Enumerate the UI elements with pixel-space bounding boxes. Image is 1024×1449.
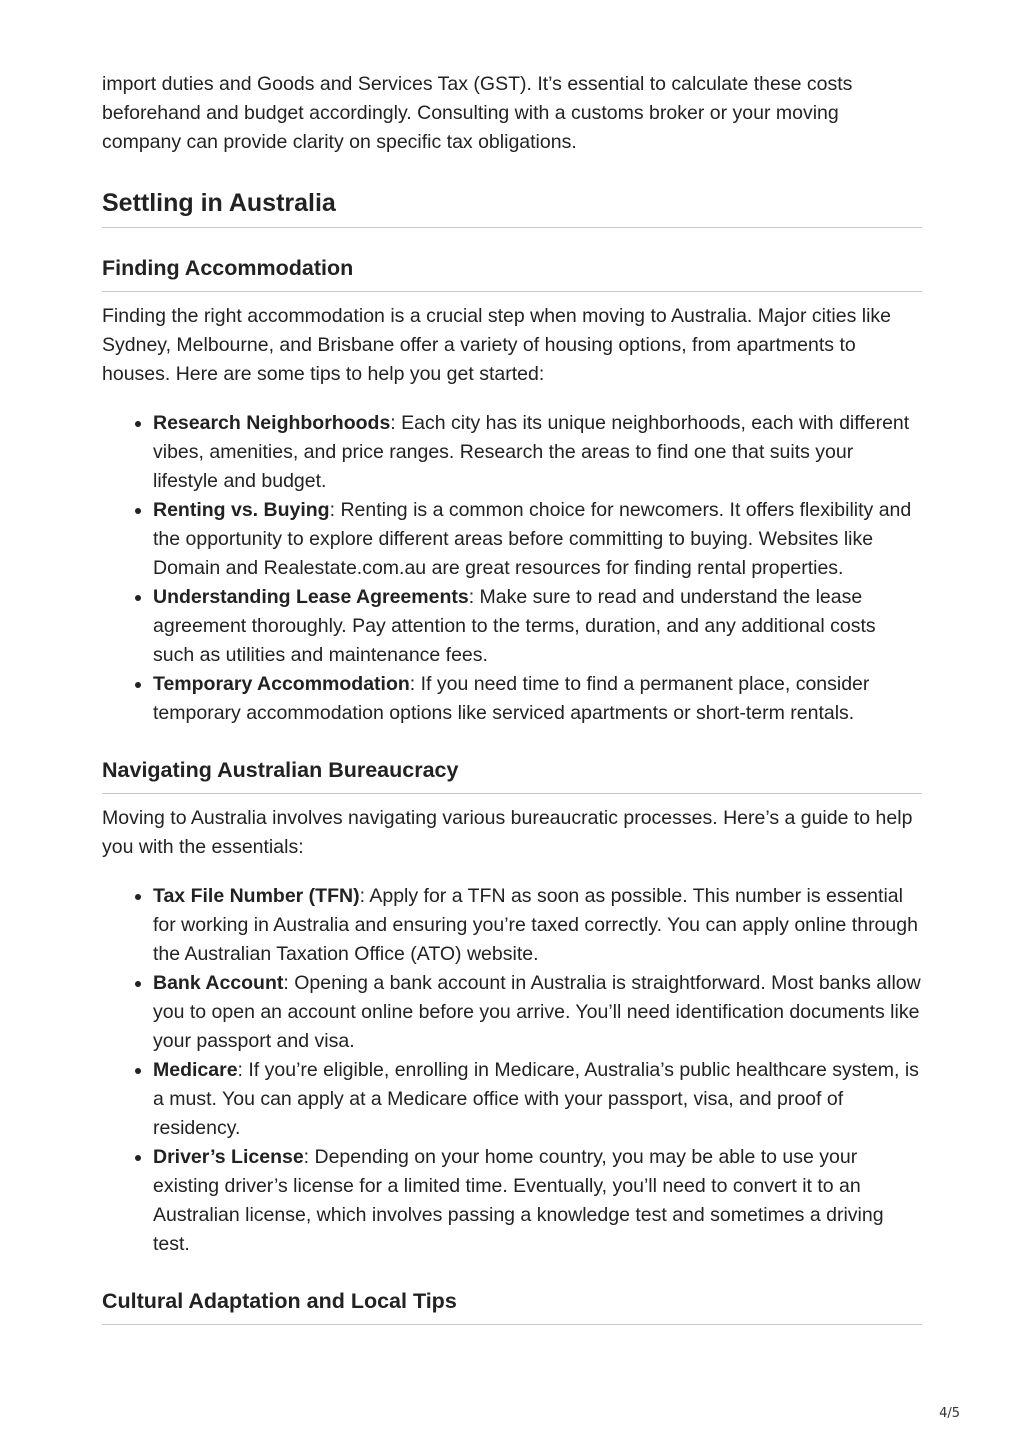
list-item	[153, 1143, 922, 1259]
list-item	[153, 882, 922, 969]
list-item-text: : Apply for a TFN as soon as possible. This number is essential for working in Australia and ensuring you’re taxed correctly. You can apply online through the Australian Taxation Office (ATO) website.	[153, 885, 918, 965]
list-item	[153, 1056, 922, 1143]
document-page	[102, 70, 922, 1335]
list-item-term: Research Neighborhoods	[153, 412, 391, 434]
section-heading-settling: Settling in Australia	[102, 187, 922, 228]
page-number: 4/5	[939, 1406, 960, 1421]
list-item-term: Tax File Number (TFN)	[153, 885, 360, 907]
subheading-navigating-bureaucracy: Navigating Australian Bureaucracy	[102, 756, 922, 794]
list-item-text: : Each city has its unique neighborhoods, each with different vibes, amenities, and price ranges. Research the areas to find one that suits your lifestyle and budget.	[153, 412, 910, 492]
subheading-wrap-bureaucracy	[102, 756, 922, 794]
subheading-cultural-adaptation: Cultural Adaptation and Local Tips	[102, 1287, 922, 1325]
accommodation-tips-list	[102, 409, 922, 728]
list-item-term: Renting vs. Buying	[153, 499, 330, 521]
section-heading-wrap	[102, 187, 922, 228]
list-item-text: : Depending on your home country, you may be able to use your existing driver’s license for a limited time. Eventually, you’ll need to convert it to an Australian license, which involves passing a knowledge test and sometimes a driving test.	[153, 1146, 884, 1255]
subheading-finding-accommodation: Finding Accommodation	[102, 254, 922, 292]
list-item	[153, 969, 922, 1056]
list-item-term: Understanding Lease Agreements	[153, 586, 469, 608]
list-item	[153, 670, 922, 728]
list-item-text: : Renting is a common choice for newcomers. It offers flexibility and the opportunity to explore different areas before committing to buying. Websites like Domain and Realestate.com.au are great resources for finding rental properties.	[153, 499, 912, 579]
list-item	[153, 583, 922, 670]
list-item-term: Medicare	[153, 1059, 238, 1081]
list-item-text: : If you’re eligible, enrolling in Medicare, Australia’s public healthcare system, is a must. You can apply at a Medicare office with your passport, visa, and proof of residency.	[153, 1059, 919, 1139]
subheading-wrap-cultural	[102, 1287, 922, 1325]
list-item-text: : Make sure to read and understand the lease agreement thoroughly. Pay attention to the terms, duration, and any additional costs such as utilities and maintenance fees.	[153, 586, 876, 666]
list-item	[153, 496, 922, 583]
list-item-term: Bank Account	[153, 972, 284, 994]
list-item-text: : If you need time to find a permanent place, consider temporary accommodation options like serviced apartments or short-term rentals.	[153, 673, 870, 724]
accommodation-paragraph: Finding the right accommodation is a crucial step when moving to Australia. Major cities like Sydney, Melbourne, and Brisbane offer a variety of housing options, from apartments to houses. Here are some tips to help you get started:	[102, 305, 892, 385]
list-item-text: : Opening a bank account in Australia is straightforward. Most banks allow you to open an account online before you arrive. You’ll need identification documents like your passport and visa.	[153, 972, 921, 1052]
intro-paragraph: import duties and Goods and Services Tax (GST). It’s essential to calculate these costs beforehand and budget accordingly. Consulting with a customs broker or your moving company can provide clarity on specific tax obligations.	[102, 73, 853, 153]
list-item	[153, 409, 922, 496]
list-item-term: Temporary Accommodation	[153, 673, 410, 695]
bureaucracy-paragraph: Moving to Australia involves navigating various bureaucratic processes. Here’s a guide to help you with the essentials:	[102, 807, 913, 858]
bureaucracy-essentials-list	[102, 882, 922, 1259]
list-item-term: Driver’s License	[153, 1146, 304, 1168]
subheading-wrap-accommodation	[102, 254, 922, 292]
